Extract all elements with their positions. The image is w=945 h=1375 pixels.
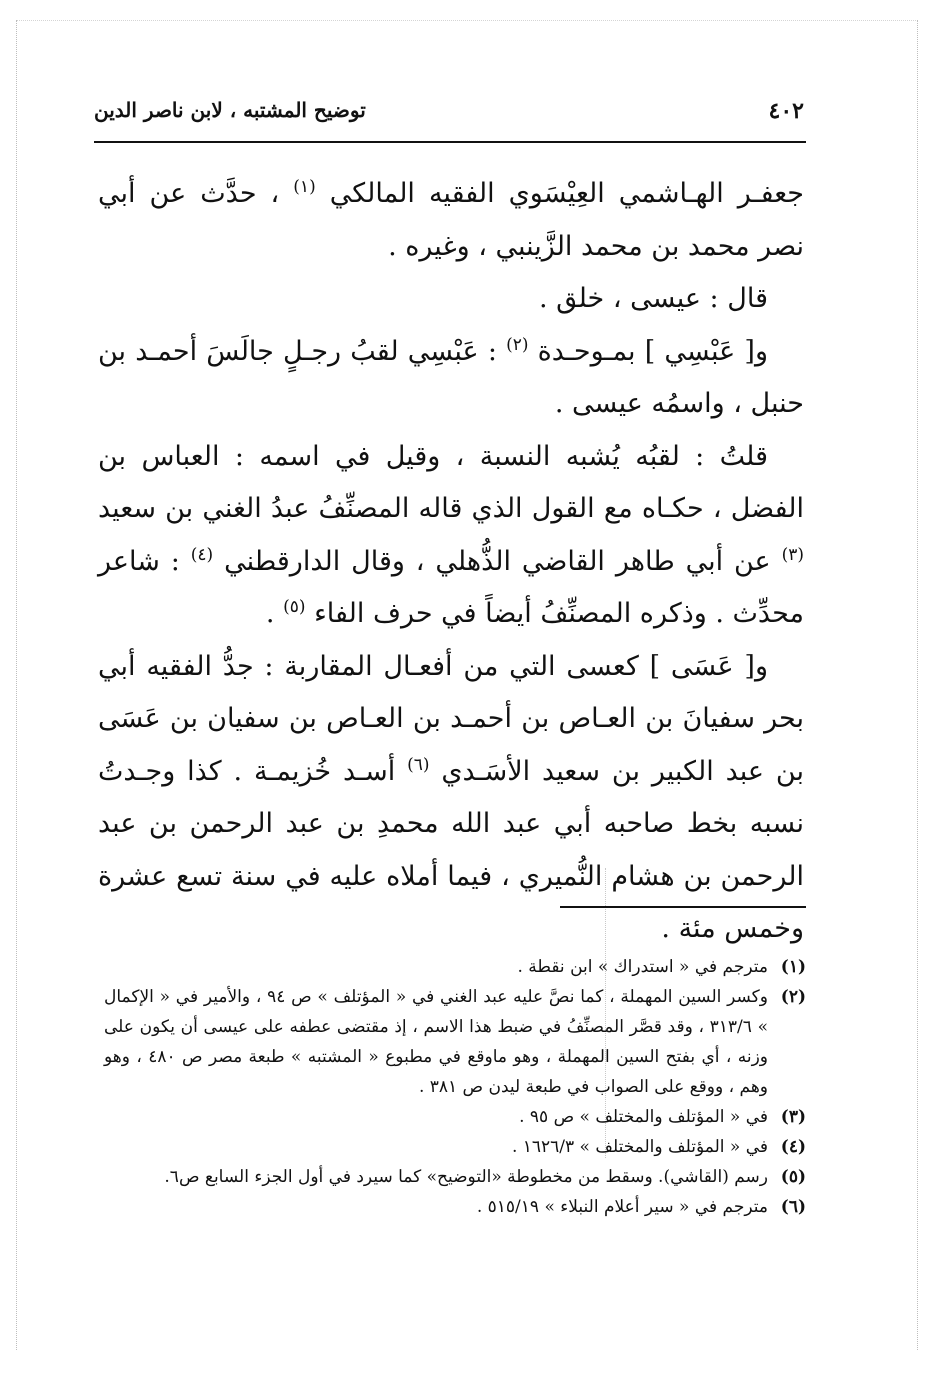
footnote-item (104, 982, 806, 1102)
footnote-item (104, 952, 806, 982)
header-rule (94, 141, 806, 143)
paragraph (98, 273, 804, 326)
footnote-rule (560, 906, 806, 908)
footnote-ref-6[interactable]: (٦) (407, 754, 430, 775)
main-text (98, 168, 804, 944)
footnote-item (104, 1162, 806, 1192)
scan-border-left (16, 20, 17, 1350)
footnote-ref-1[interactable]: (١) (293, 177, 316, 197)
footnote-number: (٣) (780, 1107, 806, 1127)
text-run: قال : عيسى ، خلق . (538, 283, 768, 314)
text-run: جعفـر الهـاشمي العِيْسَوي الفقيه المالكي (315, 178, 804, 209)
footnote-text: مترجم في « سير أعلام النبلاء » ٥١٥/١٩ . (476, 1197, 768, 1217)
footnote-text: في « المؤتلف والمختلف » ١٦٢٦/٣ . (511, 1137, 768, 1157)
text-run: عن أبي طاهر القاضي الذُّهلي ، وقال الدارقطني (213, 545, 782, 577)
footnote-item (104, 1132, 806, 1162)
scan-border-top (16, 20, 918, 21)
page-header (94, 98, 804, 138)
text-run: قلتُ : لقبُه يُشبه النسبة ، وقيل في اسمه : العباس بن الفضل ، حكـاه مع القول الذي قاله المصنِّفُ عبدُ الغني بن سعيد (98, 440, 804, 524)
text-run: : شاعر محدِّث . وذكره المصنِّفُ أيضاً في حرف الفاء (98, 545, 804, 629)
paragraph (98, 168, 804, 273)
footnote-text: في « المؤتلف والمختلف » ص ٩٥ . (519, 1107, 768, 1127)
footnote-text: مترجم في « استدراك » ابن نقطة . (517, 957, 768, 977)
footnote-ref-2[interactable]: (٢) (506, 334, 529, 355)
page-number: ٤٠٢ (768, 98, 804, 124)
paragraph (98, 431, 804, 641)
footnotes (104, 952, 806, 1282)
footnote-text: وكسر السين المهملة ، كما نصَّ عليه عبد الغني في « المؤتلف » ص ٩٤ ، والأمير في « الإكمال » ٣١٣/٦ ، وقد قصَّر المصنِّفُ في ضبط هذا الاسم ، إذ مقتضى عطفه على عيسى أن يكون على وزنه ، أي بفتح السين المهملة ، وهو ماوقع في مطبوع « المشتبه » طبعة مصر ص ٤٨٠ ، وهو وهم ، ووقع على الصواب في طبعة ليدن ص ٣٨١ . (104, 987, 768, 1097)
footnote-item (104, 1102, 806, 1132)
text-run: و[ عَبْسِي ] بمـوحـدة (528, 335, 768, 367)
paragraph (98, 641, 804, 956)
scan-border-right (917, 20, 918, 1350)
footnote-number: (٥) (780, 1167, 806, 1187)
footnote-item (104, 1192, 806, 1222)
text-run: . (265, 598, 284, 629)
footnote-ref-4[interactable]: (٤) (190, 544, 214, 565)
running-title: توضيح المشتبه ، لابن ناصر الدين (94, 98, 366, 122)
footnote-number: (١) (780, 957, 806, 977)
text-run: و[ عَسَى ] كعسى التي من أفعـال المقاربة : جدُّ الفقيه أبي بحر سفيانَ بن العـاص بن أحمـد بن العـاص بن سفيان بن عَسَى بن عبد الكبير بن سعيد الأسَـدي (98, 650, 804, 787)
footnote-ref-5[interactable]: (٥) (283, 597, 306, 617)
paragraph (98, 326, 804, 431)
footnote-number: (٦) (780, 1197, 806, 1217)
text-run: : عَبْسِي لقبُ رجـلٍ جالَسَ أحمـد بن حنبل ، واسمُه عيسى . (98, 335, 804, 419)
text-run: ، حدَّث عن أبي نصر محمد بن محمد الزَّينبي ، وغيره . (98, 178, 804, 262)
footnote-text: رسم (القاشي). وسقط من مخطوطة «التوضيح» كما سيرد في أول الجزء السابع ص٦. (164, 1167, 768, 1187)
footnote-number: (٤) (780, 1137, 806, 1157)
text-run: أسـد خُزيمـة . كذا وجـدتُ نسبه بخط صاحبه أبي عبد الله محمدِ بن عبد الرحمن بن عبد الرحمن بن هشام النُّميري ، فيما أملاه عليه في سنة تسع عشرة وخمس مئة . (98, 755, 804, 944)
footnote-ref-3[interactable]: (٣) (781, 544, 804, 565)
footnote-number: (٢) (780, 987, 806, 1007)
